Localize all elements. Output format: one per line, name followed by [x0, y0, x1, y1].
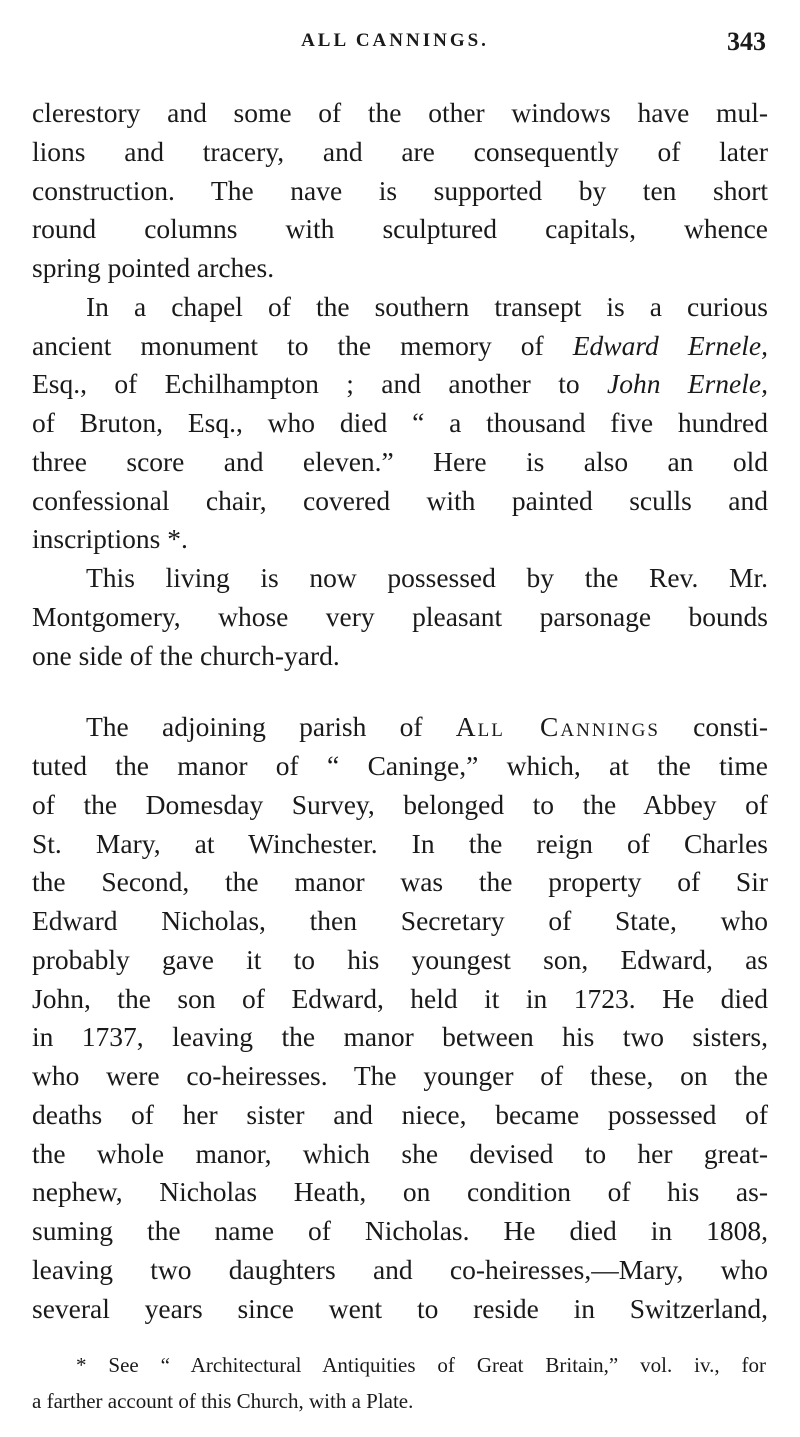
text-line [32, 1212, 768, 1251]
italic-name: Edward Ernele, [572, 329, 768, 361]
text-run: This living is now possessed by the Rev. Mr. [86, 562, 768, 593]
text-run: The adjoining parish of [86, 711, 456, 743]
text-run: leaving two daughters and co-heiresses,—Mary, who [32, 1253, 768, 1285]
text-run: of Bruton, Esq., who died “ a thousand five hundred [32, 407, 768, 438]
text-line [32, 747, 768, 786]
footnote [32, 1347, 766, 1419]
text-run: three score and eleven.” Here is also an old [32, 445, 768, 477]
text-run: in 1737, leaving the manor between his two sisters, [32, 1021, 768, 1053]
text-line [32, 327, 768, 366]
text-run: construction. The nave is supported by ten short [32, 174, 768, 206]
text-line [32, 1290, 768, 1329]
paragraph [32, 708, 768, 1328]
text-line [32, 708, 768, 747]
text-run: St. Mary, at Winchester. In the reign of Charles [32, 827, 768, 859]
text-run: several years since went to reside in Switzerland, [32, 1292, 768, 1324]
text-run: suming the name of Nicholas. He died in 1808, [32, 1215, 768, 1246]
text-line [32, 1018, 768, 1057]
paragraph [32, 94, 768, 288]
text-run: Montgomery, whose very pleasant parsonage bounds [32, 600, 768, 632]
text-run: Edward Nicholas, then Secretary of State, who [32, 905, 768, 936]
text-run: tuted the manor of “ Caninge,” which, at the time [32, 750, 768, 781]
text-run: one side of the church-yard. [32, 639, 340, 671]
text-line [32, 825, 768, 864]
text-line [32, 941, 768, 980]
footnote-line: a farther account of this Church, with a Plate. [32, 1389, 414, 1413]
text-run: Esq., of Echilhampton ; and another to [32, 368, 607, 400]
text-line [32, 172, 768, 211]
text-run: the whole manor, which she devised to her great- [32, 1137, 768, 1169]
text-run: clerestory and some of the other windows have mul- [32, 97, 768, 128]
text-line [32, 1057, 768, 1096]
text-run: who were co-heiresses. The younger of these, on the [32, 1060, 768, 1091]
text-line [32, 94, 768, 133]
text-line [32, 133, 768, 172]
text-line [32, 1173, 768, 1212]
text-run: confessional chair, covered with painted sculls and [32, 484, 768, 516]
text-line [32, 1096, 768, 1135]
paragraph [32, 288, 768, 559]
footnote-line: * See “ Architectural Antiquities of Great Britain,” vol. iv., for [76, 1353, 766, 1377]
text-line [32, 1251, 768, 1290]
body-text [32, 94, 768, 1328]
text-run: of the Domesday Survey, belonged to the Abbey of [32, 788, 768, 820]
text-line [32, 482, 768, 521]
text-run: In a chapel of the southern transept is a curious [86, 290, 768, 322]
text-run: spring pointed arches. [32, 252, 275, 283]
text-line [32, 288, 768, 327]
page-number: 343 [727, 27, 766, 56]
text-line [32, 210, 768, 249]
text-line [32, 1135, 768, 1174]
text-line [32, 902, 768, 941]
text-line [32, 786, 768, 825]
text-line [32, 443, 768, 482]
text-run: round columns with sculptured capitals, whence [32, 213, 768, 245]
small-caps-name: All Cannings [455, 711, 660, 743]
running-header: ALL CANNINGS. [301, 30, 489, 51]
text-run: consti- [659, 711, 768, 743]
text-line [32, 559, 768, 598]
text-line [32, 637, 768, 676]
text-line [32, 365, 768, 404]
text-run: the Second, the manor was the property of Sir [32, 866, 768, 898]
text-line [32, 863, 768, 902]
text-line [32, 598, 768, 637]
text-run: deaths of her sister and niece, became possessed of [32, 1098, 768, 1130]
text-run: probably gave it to his youngest son, Edward, as [32, 943, 768, 975]
text-line [32, 980, 768, 1019]
text-run: nephew, Nicholas Heath, on condition of his as- [32, 1176, 768, 1208]
text-line [32, 249, 768, 288]
text-line [32, 520, 768, 559]
text-run: inscriptions *. [32, 523, 188, 555]
text-run: John, the son of Edward, held it in 1723. He died [32, 982, 768, 1014]
paragraph [32, 559, 768, 675]
text-run: ancient monument to the memory of [32, 329, 573, 361]
text-line [32, 404, 768, 443]
italic-name: John Ernele, [606, 368, 768, 400]
text-run: lions and tracery, and are consequently of later [32, 135, 768, 167]
